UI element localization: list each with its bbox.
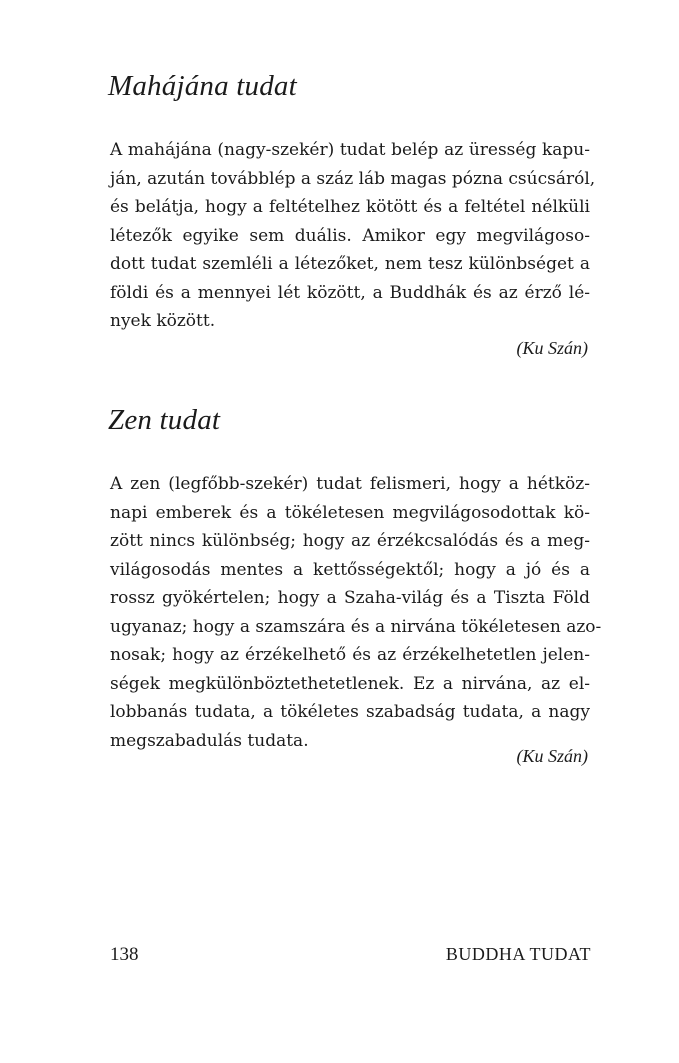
text-line: lobbanás tudata, a tökéletes szabadság tudata, a nagy (110, 702, 590, 722)
section-title-mahayana: Mahájána tudat (108, 70, 297, 102)
text-line: napi emberek és a tökéletesen megvilágosodottak kö- (110, 502, 590, 523)
text-line: ján, azután továbblép a száz láb magas pózna csúcsáról, (110, 168, 596, 189)
paragraph-zen (110, 470, 602, 755)
attribution-zen: (Ku Szán) (516, 746, 588, 766)
text-line: létezők egyike sem duális. Amikor egy megvilágoso- (110, 225, 590, 246)
text-line: földi és a mennyei lét között, a Buddhák és az érző lé- (110, 282, 590, 303)
text-line: világosodás mentes a kettősségektől; hogy a jó és a (110, 559, 590, 580)
text-line: és belátja, hogy a feltételhez kötött és a feltétel nélküli (110, 197, 590, 217)
section-title-zen: Zen tudat (108, 404, 221, 436)
page-number: 138 (110, 944, 139, 965)
text-line: dott tudat szemléli a létezőket, nem tesz különbséget a (110, 254, 590, 274)
text-line: rossz gyökértelen; hogy a Szaha-világ és a Tiszta Föld (110, 588, 590, 608)
paragraph-mahayana (110, 136, 596, 336)
attribution-mahayana: (Ku Szán) (516, 338, 588, 358)
text-line: nyek között. (110, 311, 216, 331)
text-line: megszabadulás tudata. (110, 730, 309, 751)
text-line: A zen (legfőbb-szekér) tudat felismeri, hogy a hétköz- (110, 474, 590, 494)
text-line: ségek megkülönböztethetetlenek. Ez a nirvána, az el- (110, 673, 590, 694)
text-line: ugyanaz; hogy a szamszára és a nirvána tökéletesen azo- (110, 616, 602, 637)
text-line: zött nincs különbség; hogy az érzékcsalódás és a meg- (110, 531, 590, 551)
running-footer-title: BUDDHA TUDAT (445, 944, 591, 964)
text-line: A mahájána (nagy-szekér) tudat belép az üresség kapu- (110, 140, 590, 160)
text-line: nosak; hogy az érzékelhető és az érzékelhetetlen jelen- (110, 645, 590, 665)
